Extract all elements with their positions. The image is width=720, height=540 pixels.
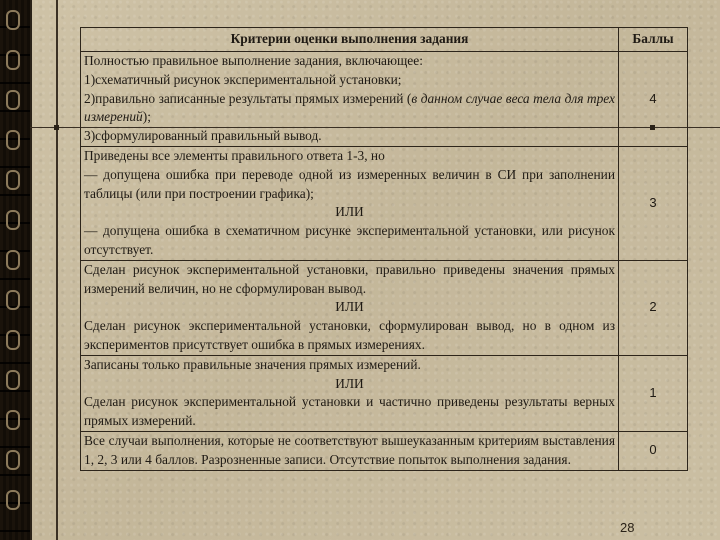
criteria-text: Сделан рисунок экспериментальной установки и частично приведены результаты верных прямых измерений. [84,394,615,429]
chain-link-icon [6,50,20,70]
chain-link-icon [6,130,20,150]
criteria-column-header: Критерии оценки выполнения задания [81,28,619,52]
criteria-text: Записаны только правильные значения прямых измерений. [84,356,421,372]
score-cell: 3 [619,146,688,260]
chain-link-icon [6,90,20,110]
criteria-text: 1)схематичный рисунок экспериментальной установки; [84,71,402,87]
criteria-table [80,27,688,471]
or-separator: ИЛИ [335,204,364,220]
vertical-rule [56,0,58,540]
score-column-header: Баллы [619,28,688,52]
criteria-text: 3)сформулированный правильный вывод. [84,128,322,144]
rule-intersection-dot [54,125,59,130]
chain-link-icon [6,370,20,390]
criteria-cell [81,260,619,355]
table-row [81,431,688,470]
score-cell: 4 [619,52,688,147]
chain-link-icon [6,450,20,470]
page-number: 28 [620,520,635,535]
criteria-text: — допущена ошибка в схематичном рисунке экспериментальной установки, или рисунок отсутствует. [84,223,615,257]
criteria-cell [81,431,619,470]
chain-link-icon [6,10,20,30]
score-cell: 0 [619,431,688,470]
table-row [81,146,688,260]
criteria-cell [81,355,619,431]
criteria-text: Полностью правильное выполнение задания, включающее: [84,53,423,68]
criteria-text: Приведены все элементы правильного ответа 1-3, но [84,147,385,163]
table-header-row [81,28,688,52]
chain-link-icon [6,290,20,310]
criteria-text-part: 2)правильно записанные результаты прямых измерений ( [84,90,412,106]
criteria-text: — допущена ошибка при переводе одной из измеренных величин в СИ при заполнении таблицы (или при построении графика); [84,166,615,201]
chain-link-icon [6,210,20,230]
chain-link-icon [6,170,20,190]
chain-link-icon [6,250,20,270]
score-cell: 1 [619,355,688,431]
criteria-text: Сделан рисунок экспериментальной установки, правильно приведены значения прямых измерений величин, но не сформулирован вывод. [84,261,615,296]
chain-link-icon [6,490,20,510]
criteria-text-italic: в данном случае веса тела для трех измерений [84,90,615,125]
criteria-text [84,90,615,128]
criteria-text: Сделан рисунок экспериментальной установки, сформулирован вывод, но в одном из экспериментов присутствует ошибка в прямых измерениях. [84,318,615,352]
table-row [81,260,688,355]
criteria-cell [81,146,619,260]
or-separator: ИЛИ [335,299,364,315]
table-row [81,355,688,431]
criteria-text: Все случаи выполнения, которые не соответствуют вышеуказанным критериям выставления 1, 2, 3 или 4 баллов. Разрозненные записи. Отсутствие попыток выполнения задания. [84,432,615,467]
chain-link-icon [6,410,20,430]
decorative-left-border [0,0,32,540]
criteria-cell [81,52,619,147]
or-separator: ИЛИ [335,375,364,391]
score-cell: 2 [619,260,688,355]
chain-link-icon [6,330,20,350]
criteria-text-part: ); [142,109,151,125]
table-row [81,52,688,147]
